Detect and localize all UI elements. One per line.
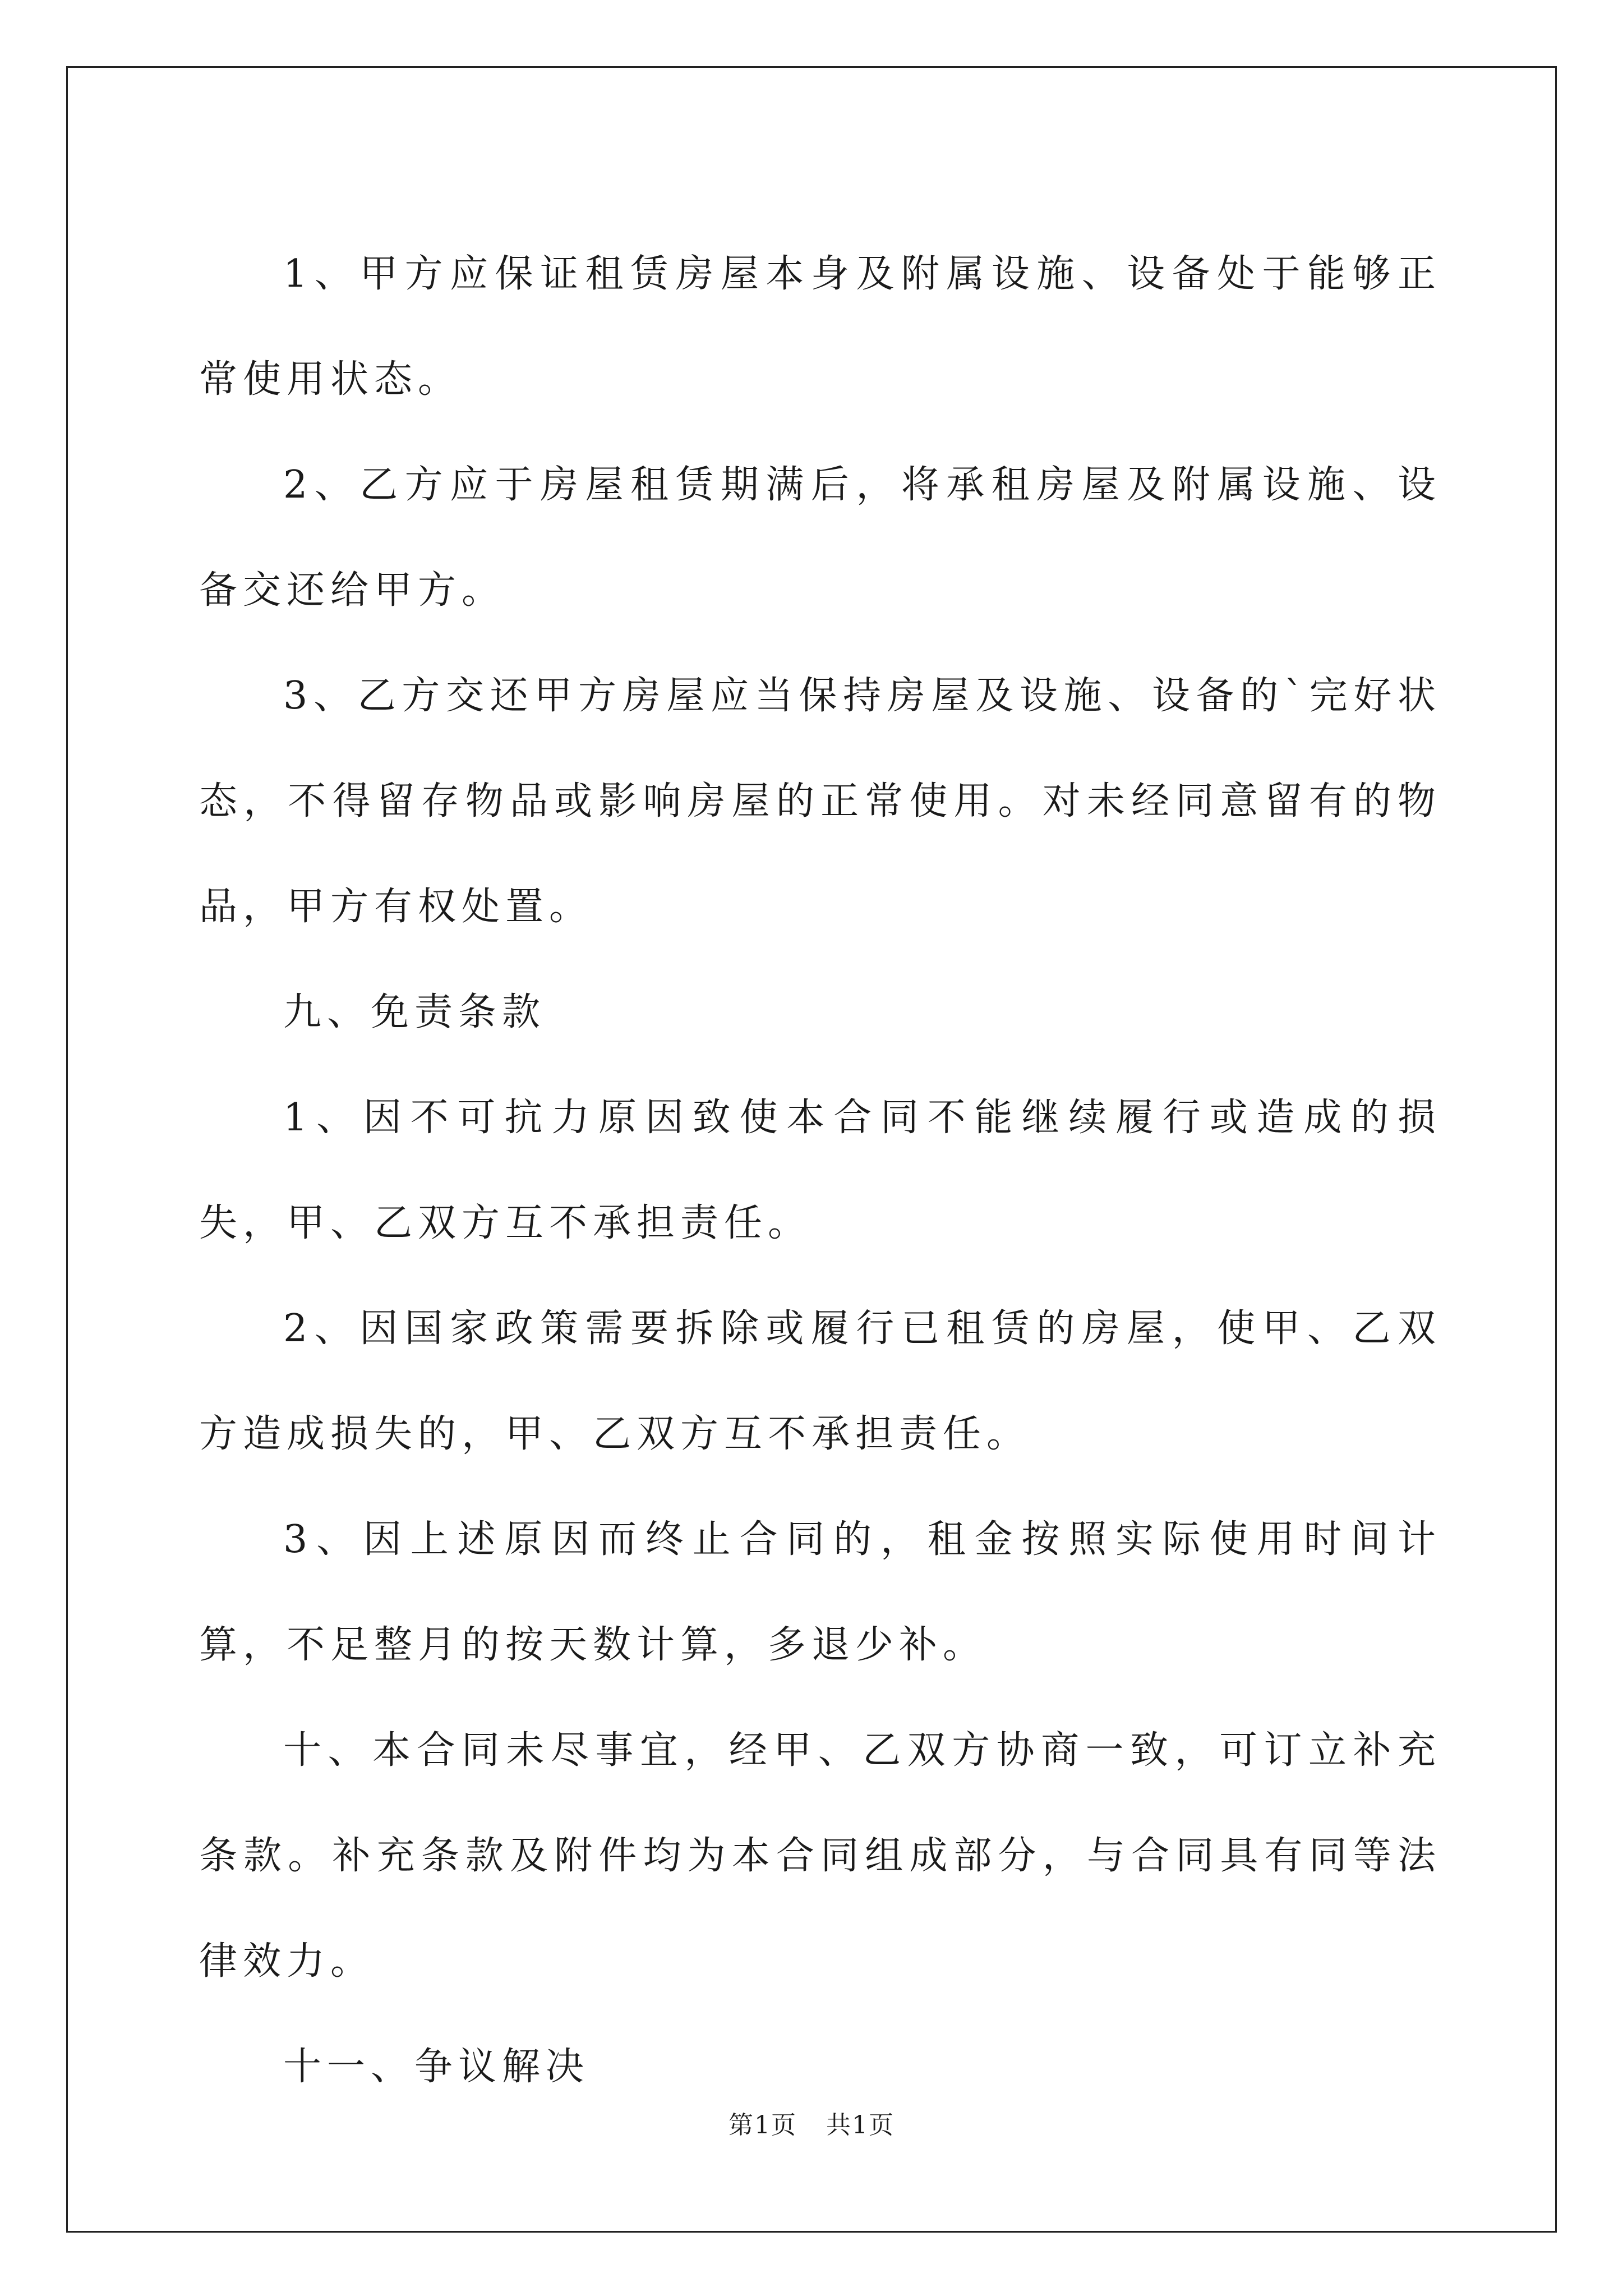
page-total: 共1页 (826, 2111, 895, 2139)
paragraph: 3、因上述原因而终止合同的，租金按照实际使用时间计算，不足整月的按天数计算，多退少补。 (199, 1517, 1441, 1667)
section-heading: 十一、争议解决 (283, 2045, 590, 2089)
section-heading: 九、免责条款 (283, 990, 546, 1034)
page-number: 第1页 (728, 2111, 797, 2139)
paragraph: 1、因不可抗力原因致使本合同不能继续履行或造成的损失，甲、乙双方互不承担责任。 (199, 1096, 1441, 1245)
paragraph: 十、本合同未尽事宜，经甲、乙双方协商一致，可订立补充条款。补充条款及附件均为本合同组成部分，与合同具有同等法律效力。 (199, 1728, 1441, 1984)
paragraph: 1、甲方应保证租赁房屋本身及附属设施、设备处于能够正常使用状态。 (199, 252, 1441, 402)
document-body (199, 222, 1441, 2120)
paragraph: 2、因国家政策需要拆除或履行已租赁的房屋，使甲、乙双方造成损失的，甲、乙双方互不承担责任。 (199, 1306, 1441, 1456)
paragraph: 2、乙方应于房屋租赁期满后，将承租房屋及附属设施、设备交还给甲方。 (199, 463, 1441, 613)
paragraph: 3、乙方交还甲方房屋应当保持房屋及设施、设备的`完好状态，不得留存物品或影响房屋的正常使用。对未经同意留有的物品，甲方有权处置。 (199, 674, 1441, 929)
page-footer (0, 2105, 1623, 2141)
